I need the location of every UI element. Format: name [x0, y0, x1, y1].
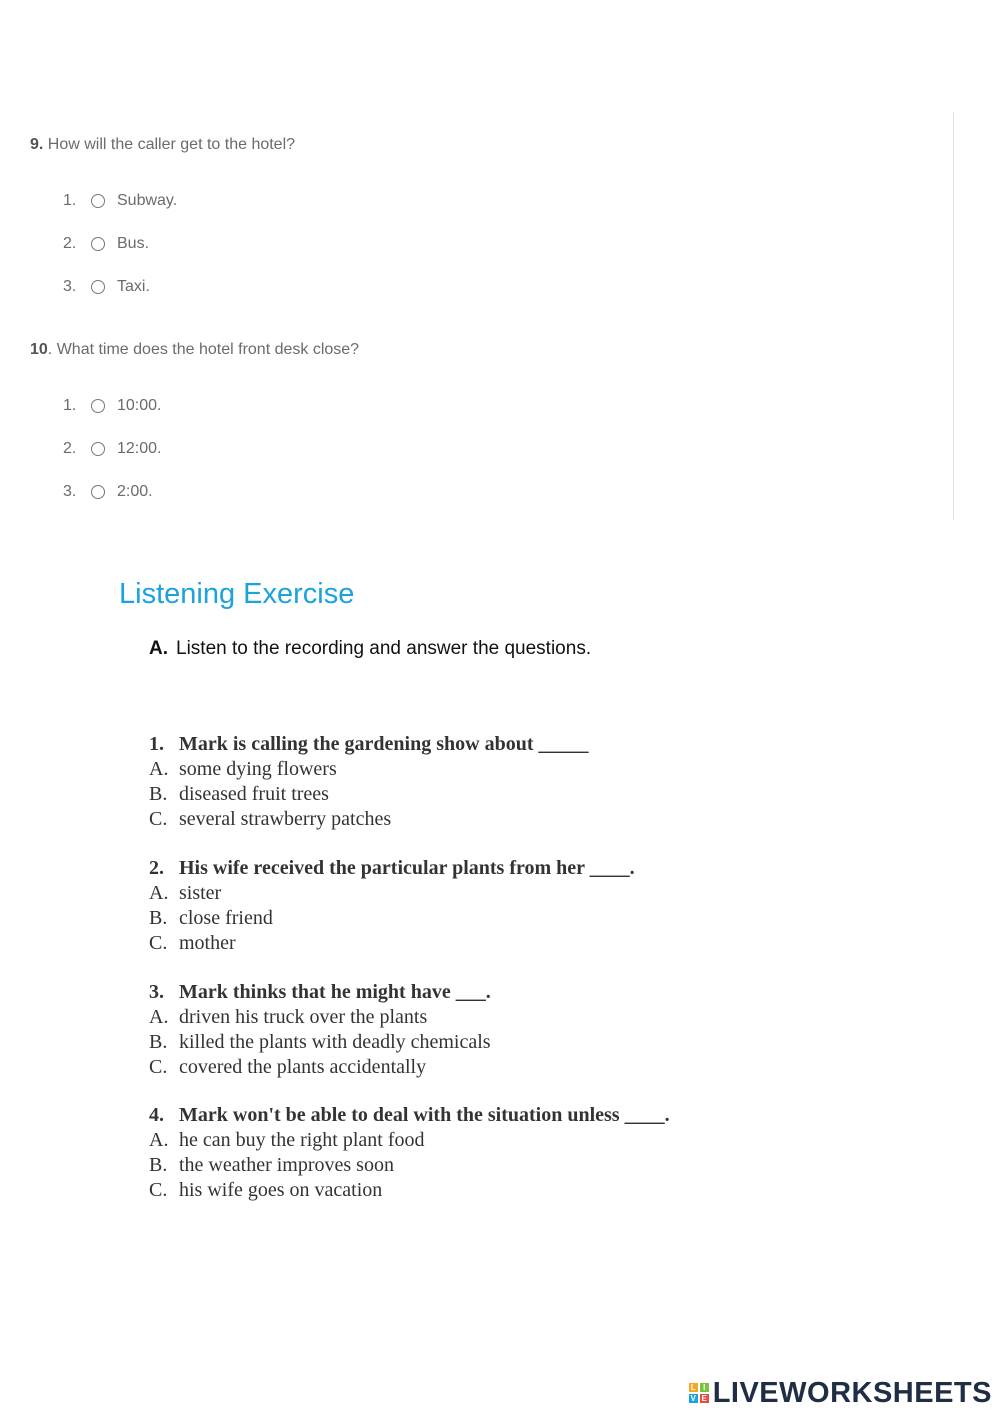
option-number: 1. — [63, 192, 77, 209]
option-number: 2. — [63, 235, 77, 252]
answer-option[interactable]: B. diseased fruit trees — [149, 783, 329, 805]
answer-option[interactable]: C. mother — [149, 932, 236, 954]
answer-option[interactable]: C. his wife goes on vacation — [149, 1179, 383, 1201]
option-number: 3. — [63, 278, 77, 295]
radio-button[interactable] — [91, 194, 105, 208]
option-number: 1. — [63, 397, 77, 414]
question-block-3 — [149, 980, 491, 1080]
option-row[interactable] — [30, 396, 359, 439]
question-line: 3. Mark thinks that he might have ___. — [149, 981, 491, 1003]
option-label: Bus. — [117, 235, 150, 252]
option-row[interactable] — [30, 439, 359, 482]
instruction — [149, 637, 591, 661]
answer-option[interactable]: A. he can buy the right plant food — [149, 1129, 425, 1151]
instruction-label: A. — [149, 638, 168, 659]
question-block-4 — [149, 1103, 670, 1203]
panel-divider — [953, 112, 954, 520]
option-row[interactable] — [30, 277, 295, 320]
radio-button[interactable] — [91, 442, 105, 456]
question-line: 2. His wife received the particular plants from her ____. — [149, 857, 635, 879]
answer-option[interactable]: A. sister — [149, 882, 222, 904]
web-question-9 — [30, 135, 295, 320]
option-label: 2:00. — [117, 483, 153, 500]
radio-button[interactable] — [91, 280, 105, 294]
option-number: 3. — [63, 483, 77, 500]
logo-wordmark: LIVEWORKSHEETS — [712, 1376, 992, 1409]
answer-option[interactable]: C. several strawberry patches — [149, 808, 392, 830]
liveworksheets-logo — [689, 1375, 992, 1411]
answer-option[interactable]: A. some dying flowers — [149, 758, 337, 780]
section-title: Listening Exercise — [119, 578, 355, 610]
answer-option[interactable]: C. covered the plants accidentally — [149, 1056, 427, 1078]
question-text: 10. What time does the hotel front desk close? — [30, 341, 360, 358]
answer-option[interactable]: B. close friend — [149, 907, 273, 929]
web-question-10 — [30, 340, 359, 525]
option-row[interactable] — [30, 191, 295, 234]
answer-option[interactable]: B. the weather improves soon — [149, 1154, 394, 1176]
radio-button[interactable] — [91, 399, 105, 413]
question-block-2 — [149, 856, 635, 956]
radio-button[interactable] — [91, 237, 105, 251]
question-block-1 — [149, 732, 588, 832]
option-label: 10:00. — [117, 397, 162, 414]
option-number: 2. — [63, 440, 77, 457]
question-text: 9. How will the caller get to the hotel? — [30, 136, 296, 153]
option-row[interactable] — [30, 482, 359, 525]
instruction-text: Listen to the recording and answer the questions. — [176, 638, 592, 659]
option-row[interactable] — [30, 234, 295, 277]
answer-option[interactable]: B. killed the plants with deadly chemicals — [149, 1031, 491, 1053]
option-label: Subway. — [117, 192, 178, 209]
question-line: 1. Mark is calling the gardening show about _____ — [149, 733, 589, 755]
answer-option[interactable]: A. driven his truck over the plants — [149, 1006, 428, 1028]
option-label: 12:00. — [117, 440, 162, 457]
radio-button[interactable] — [91, 485, 105, 499]
logo-mark-icon: L I V E — [690, 1383, 707, 1403]
option-label: Taxi. — [117, 278, 150, 295]
question-line: 4. Mark won't be able to deal with the situation unless ____. — [149, 1104, 670, 1126]
